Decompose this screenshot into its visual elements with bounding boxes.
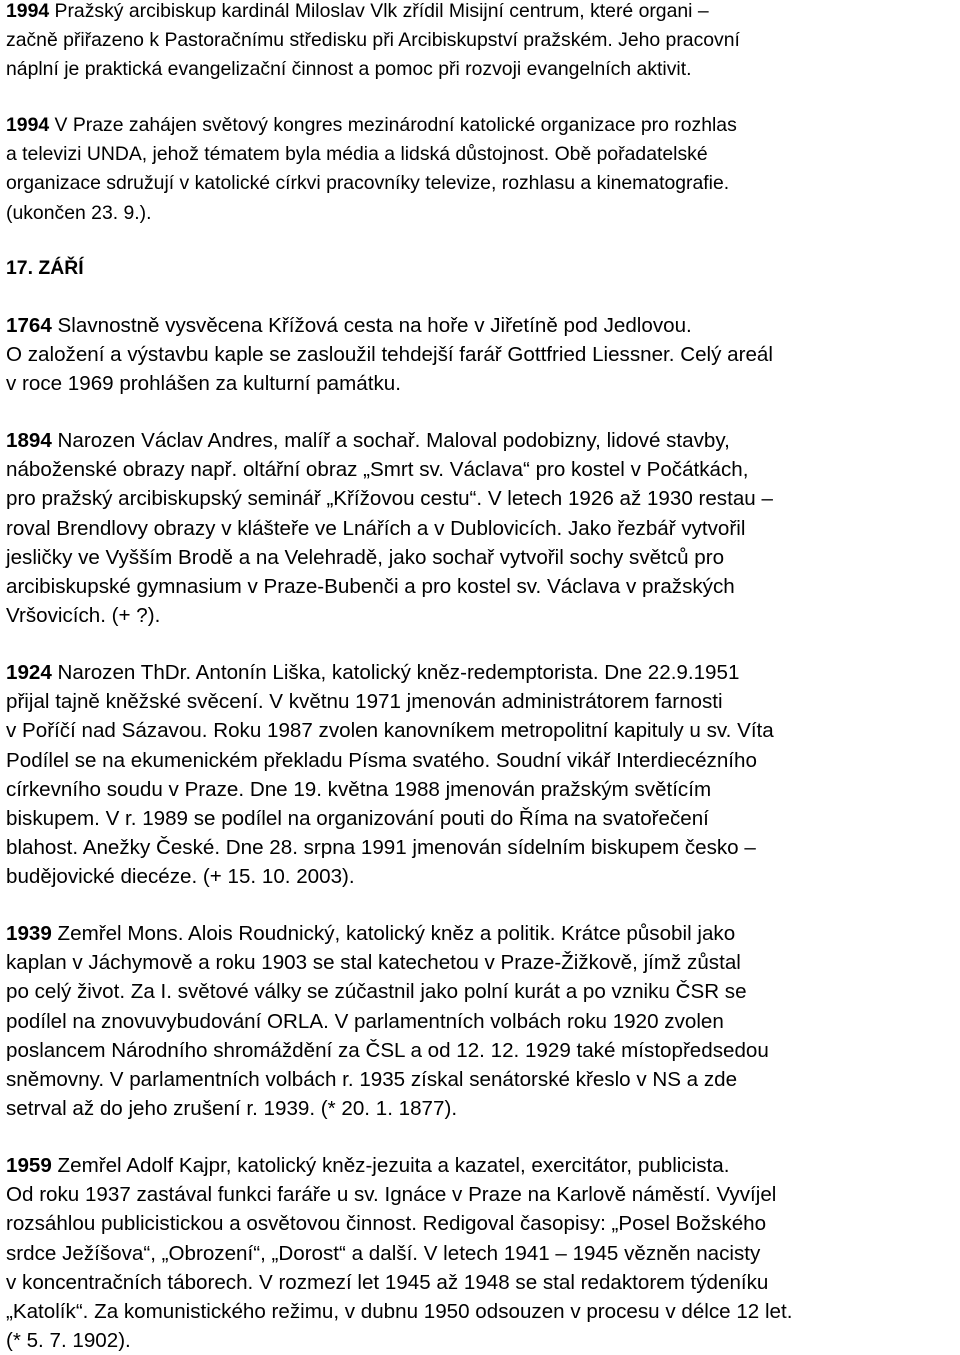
entry-line: roval Brendlovy obrazy v klášteře ve Lnářích a v Dublovicích. Jako řezbář vytvořil [6,516,746,540]
entry-year: 1924 [6,661,52,684]
entry-line: (* 5. 7. 1902). [6,1329,131,1353]
entry-text: Zemřel Adolf Kajpr, katolický kněz-jezuita a kazatel, exercitátor, publicista. [51,1154,730,1177]
entry-line: setrval až do jeho zrušení r. 1939. (* 20. 1. 1877). [6,1097,458,1121]
entry-line: arcibiskupské gymnasium v Praze-Bubenči a pro kostel sv. Václava v pražských [6,575,735,599]
entry-1894 [6,426,773,630]
entry-line: biskupem. V r. 1989 se podílel na organizování pouti do Říma na svatořečení [6,807,709,831]
entry-text: Slavnostně vysvěcena Křížová cesta na hoře v Jiřetíně pod Jedlovou. [51,314,692,337]
entry-text: V Praze zahájen světový kongres mezinárodní katolické organizace pro rozhlas [49,114,737,136]
entry-1939 [6,919,769,1123]
entry-line: srdce Ježíšova“, „Obrození“, „Dorost“ a další. V letech 1941 – 1945 vězněn nacisty [6,1241,761,1265]
entry-line: blahost. Anežky České. Dne 28. srpna 1991 jmenován sídelním biskupem česko – [6,836,756,860]
entry-line: pro pražský arcibiskupský seminář „Křížovou cestu“. V letech 1926 až 1930 restau – [6,487,773,511]
entry-line: sněmovny. V parlamentních volbách r. 1935 získal senátorské křeslo v NS a zde [6,1068,738,1092]
entry-line: v koncentračních táborech. V rozmezí let 1945 až 1948 se stal redaktorem týdeníku [6,1270,769,1294]
entry-line: O založení a výstavbu kaple se zasloužil tehdejší farář Gottfried Liessner. Celý areál [6,343,773,367]
entry-line: jesličky ve Vyšším Brodě a na Velehradě, jako sochař vytvořil sochy světců pro [6,545,725,569]
entry-year: 1894 [6,429,52,452]
entry-line: Podílel se na ekumenickém překladu Písma svatého. Soudní vikář Interdiecézního [6,748,757,772]
entry-text: Narozen Václav Andres, malíř a sochař. Maloval podobizny, lidové stavby, [51,429,730,452]
entry-line: v roce 1969 prohlášen za kulturní památku. [6,372,401,396]
entry-line: budějovické diecéze. (+ 15. 10. 2003). [6,865,355,889]
entry-line: (ukončen 23. 9.). [6,201,152,224]
entry-line [6,426,773,455]
entry-1994-misijni-centrum [6,0,740,85]
entry-line: rozsáhlou publicistickou a osvětovou činnost. Redigoval časopisy: „Posel Božského [6,1212,767,1236]
entry-line: Od roku 1937 zastával funkci faráře u sv. Ignáce v Praze na Karlově náměstí. Vyvíjel [6,1183,777,1207]
entry-text: Narozen ThDr. Antonín Liška, katolický kněz-redemptorista. Dne 22.9.1951 [51,661,740,684]
entry-year: 1959 [6,1154,52,1177]
entry-line: začně přiřazeno k Pastoračnímu středisku při Arcibiskupství pražském. Jeho pracovní [6,29,740,52]
entry-line [6,311,773,340]
entry-line: poslancem Národního shromáždění za ČSL a od 12. 12. 1929 také místopředsedou [6,1038,769,1062]
entry-line [6,658,774,687]
entry-line [6,111,737,140]
entry-line [6,919,769,948]
entry-text: Zemřel Mons. Alois Roudnický, katolický kněz a politik. Krátce působil jako [51,922,736,945]
entry-year: 1994 [6,0,50,22]
entry-line [6,0,740,26]
entry-1994-unda [6,111,737,228]
entry-line: přijal tajně kněžské svěcení. V květnu 1971 jmenován administrátorem farnosti [6,690,723,714]
entry-line: církevního soudu v Praze. Dne 19. května 1988 jmenován pražským světícím [6,777,712,801]
entry-year: 1994 [6,114,50,136]
entry-year: 1939 [6,922,52,945]
entry-line: Vršovicích. (+ ?). [6,604,161,628]
entry-line: organizace sdružují v katolické církvi pracovníky televize, rozhlasu a kinematografie. [6,172,730,195]
entry-text: Pražský arcibiskup kardinál Miloslav Vlk zřídil Misijní centrum, které organi – [49,0,709,22]
entry-line: náboženské obrazy např. oltářní obraz „Smrt sv. Václava“ pro kostel v Počátkách, [6,458,749,482]
entry-line: a televizi UNDA, jehož tématem byla média a lidská důstojnost. Obě pořadatelské [6,143,708,166]
entry-line: náplní je praktická evangelizační činnost a pomoc při rozvoji evangelních aktivit. [6,58,692,81]
entry-1959 [6,1151,792,1355]
entry-line: v Poříčí nad Sázavou. Roku 1987 zvolen kanovníkem metropolitní kapituly u sv. Víta [6,719,774,743]
entry-line: kaplan v Jáchymově a roku 1903 se stal katechetou v Praze-Žižkově, jímž zůstal [6,951,741,975]
date-heading: 17. ZÁŘÍ [6,257,84,279]
entry-1764 [6,311,773,399]
entry-year: 1764 [6,314,52,337]
entry-line: „Katolík“. Za komunistického režimu, v dubnu 1950 odsouzen v procesu v délce 12 let. [6,1300,793,1324]
entry-line: podílel na znovuvybudování ORLA. V parlamentních volbách roku 1920 zvolen [6,1009,724,1033]
entry-line: po celý život. Za I. světové války se zúčastnil jako polní kurát a po vzniku ČSR se [6,980,747,1004]
entry-line [6,1151,792,1180]
entry-1924 [6,658,774,892]
